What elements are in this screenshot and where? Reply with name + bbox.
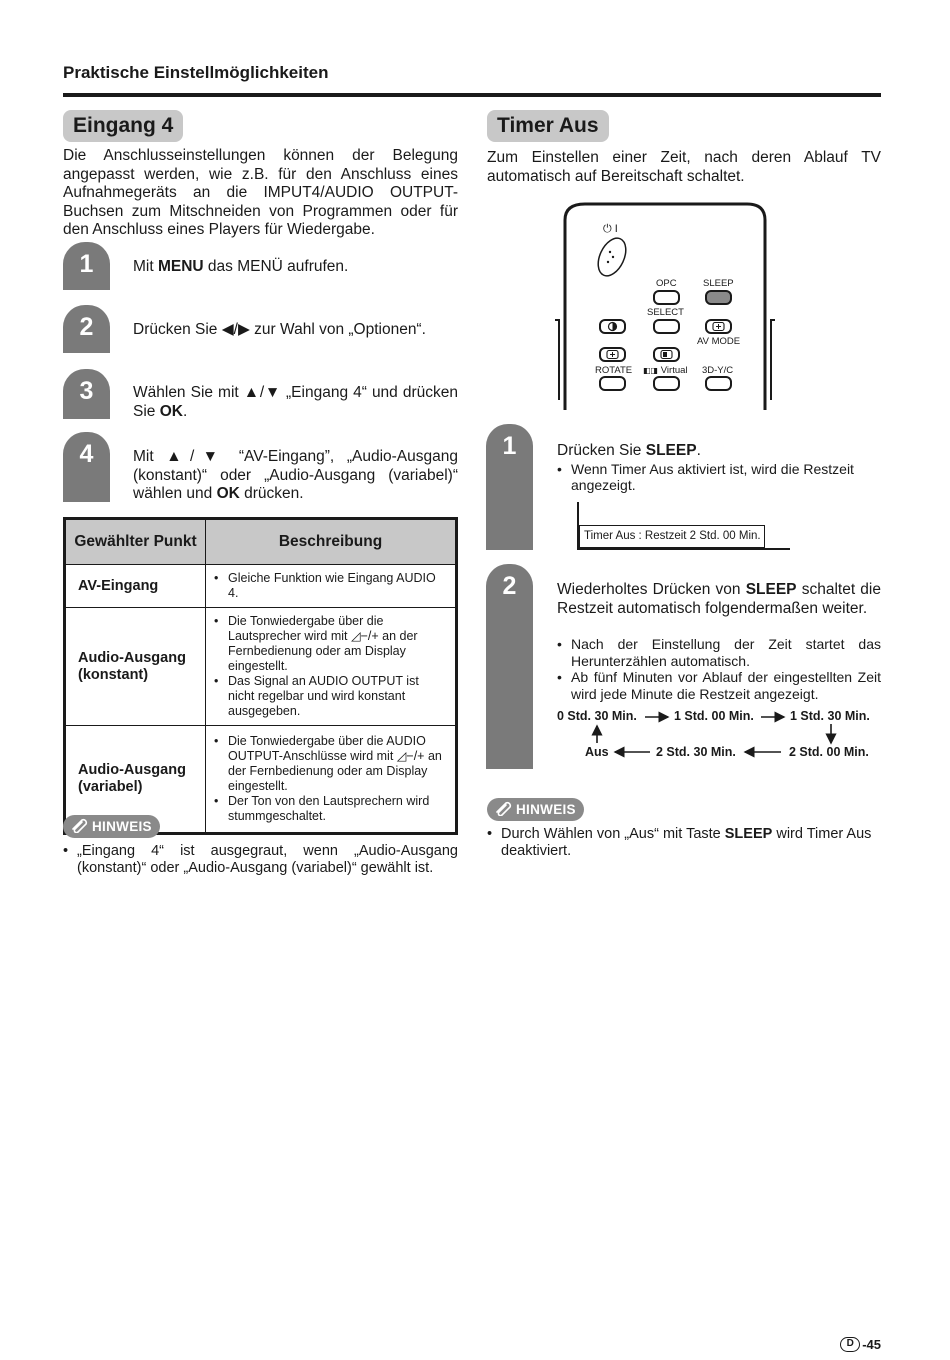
timer-step-1-tab: 1 <box>486 424 533 550</box>
freeze-button[interactable] <box>653 347 680 362</box>
sleep-button[interactable] <box>705 290 732 305</box>
timer-step-2-tab: 2 <box>486 564 533 769</box>
step-3-tab: 3 <box>63 369 110 419</box>
hinweis-label: HINWEIS <box>516 802 576 817</box>
step-2-text: Drücken Sie ◀/▶ zur Wahl von „Optionen“. <box>133 321 426 338</box>
timer-step-2-text: Wiederholtes Drücken von SLEEP schaltet die Restzeit automatisch folgendermaßen weiter. <box>557 581 881 617</box>
dolby-icon: ◧◨ <box>643 366 659 375</box>
timer-heading: Timer Aus <box>487 110 609 142</box>
seq-1-30: 1 Std. 30 Min. <box>790 709 870 723</box>
table-row <box>65 608 457 726</box>
opc-label: OPC <box>656 278 677 289</box>
step-1-text: Mit MENU das MENÜ aufrufen. <box>133 258 349 275</box>
paperclip-icon <box>493 800 513 819</box>
rotate-button[interactable] <box>599 347 626 362</box>
power-label: ⏻ I <box>603 223 618 235</box>
table-cell-desc: • Gleiche Funktion wie Eingang AUDIO 4. <box>206 565 457 608</box>
seq-2-00: 2 Std. 00 Min. <box>789 745 869 759</box>
select-button[interactable] <box>653 319 680 334</box>
settings-table <box>63 517 458 835</box>
section-header: Praktische Einstellmöglichkeiten <box>63 63 329 82</box>
table-header-item: Gewählter Punkt <box>65 519 206 565</box>
opc-button[interactable] <box>653 290 680 305</box>
rotate-icon <box>601 349 624 360</box>
sleep-sequence <box>555 707 885 762</box>
timer-step-1-text: Drücken Sie SLEEP. <box>557 442 701 459</box>
timer-note: • Durch Wählen von „Aus“ mit Taste SLEEP wird Timer Aus deaktiviert. <box>487 826 881 860</box>
flashback-icon <box>601 321 624 332</box>
language-badge: D <box>840 1337 860 1352</box>
page-number <box>840 1337 881 1352</box>
page-number-text: -45 <box>862 1337 881 1352</box>
select-label: SELECT <box>647 307 684 318</box>
step-4-text: Mit ▲/▼ “AV-Eingang”, „Audio-Ausgang (konstant)“ oder „Audio-Ausgang (variabel)“ wählen und OK drücken. <box>133 448 458 502</box>
seq-1-00: 1 Std. 00 Min. <box>674 709 754 723</box>
hinweis-badge-right <box>487 798 584 821</box>
seq-0-30: 0 Std. 30 Min. <box>557 709 637 723</box>
eingang4-heading: Eingang 4 <box>63 110 183 142</box>
table-cell-desc: • Die Tonwiedergabe über die Lautsprecher wird mit ◿−/+ an der Fernbedienung oder am Display eingestellt. • Das Signal an AUDIO OUTPUT ist nicht regelbar und wird konstant ausgegeben. <box>206 608 457 726</box>
step-4-tab: 4 <box>63 432 110 502</box>
table-row <box>65 565 457 608</box>
step-3-text: Wählen Sie mit ▲/▼ „Eingang 4“ und drücken Sie OK. <box>133 384 458 420</box>
timer-step-2-bullets: • Nach der Einstellung der Zeit startet das Herunterzählen automatisch. • Ab fünf Minuten vor Ablauf der eingestellten Zeit wird jede Minute die Restzeit angezeigt. <box>557 636 881 702</box>
osd-display <box>577 502 790 550</box>
header-rule <box>63 93 881 97</box>
step-2-tab: 2 <box>63 305 110 353</box>
rotate-lower-button[interactable] <box>599 376 626 391</box>
hinweis-label: HINWEIS <box>92 819 152 834</box>
timer-intro: Zum Einstellen einer Zeit, nach deren Ablauf TV automatisch auf Bereitschaft schaltet. <box>487 149 881 185</box>
osd-text: Timer Aus : Restzeit 2 Std. 00 Min. <box>579 525 765 548</box>
step-1-tab: 1 <box>63 242 110 290</box>
eingang4-intro: Die Anschlusseinstellungen können der Belegung angepasst werden, wie z.B. für den Anschluss eines Aufnahmegeräts an die IMPUT4/AUDIO OUTPUT-Buchsen zum Mitschneiden von Programmen oder für den Anschluss eines Players für Wiedergabe. <box>63 147 458 238</box>
table-cell-item: Audio-Ausgang (variabel) <box>65 726 206 834</box>
flashback-button[interactable] <box>599 319 626 334</box>
av-mode-label: AV MODE <box>697 336 741 347</box>
virtual-label: ◧◨ Virtual <box>643 365 688 376</box>
av-mode-button[interactable] <box>705 319 732 334</box>
rotate-label: ROTATE <box>595 365 633 376</box>
eingang4-note: • „Eingang 4“ ist ausgegraut, wenn „Audio-Ausgang (konstant)“ oder „Audio-Ausgang (variabel)“ gewählt ist. <box>63 843 458 877</box>
table-cell-item: Audio-Ausgang (konstant) <box>65 608 206 726</box>
hinweis-badge-left <box>63 815 160 838</box>
sleep-label: SLEEP <box>703 278 734 289</box>
table-cell-desc: • Die Tonwiedergabe über die AUDIO OUTPUT-Anschlüsse wird mit ◿−/+ an der Fernbedienung oder am Display eingestellt. • Der Ton von den Lautsprechern wird stummgeschaltet. <box>206 726 457 834</box>
yc-label: 3D-Y/C <box>702 365 734 376</box>
timer-step-1-bullet: • Wenn Timer Aus aktiviert ist, wird die Restzeit angezeigt. <box>557 461 881 493</box>
remote-illustration <box>555 200 775 412</box>
av-mode-icon <box>707 321 730 332</box>
table-cell-item: AV-Eingang <box>65 565 206 608</box>
virtual-button[interactable] <box>653 376 680 391</box>
table-header-desc: Beschreibung <box>206 519 457 565</box>
sequence-arrows-icon <box>555 707 885 762</box>
freeze-icon <box>655 349 678 360</box>
seq-2-30: 2 Std. 30 Min. <box>656 745 736 759</box>
paperclip-icon <box>69 817 89 836</box>
yc-button[interactable] <box>705 376 732 391</box>
seq-aus: Aus <box>585 745 609 759</box>
